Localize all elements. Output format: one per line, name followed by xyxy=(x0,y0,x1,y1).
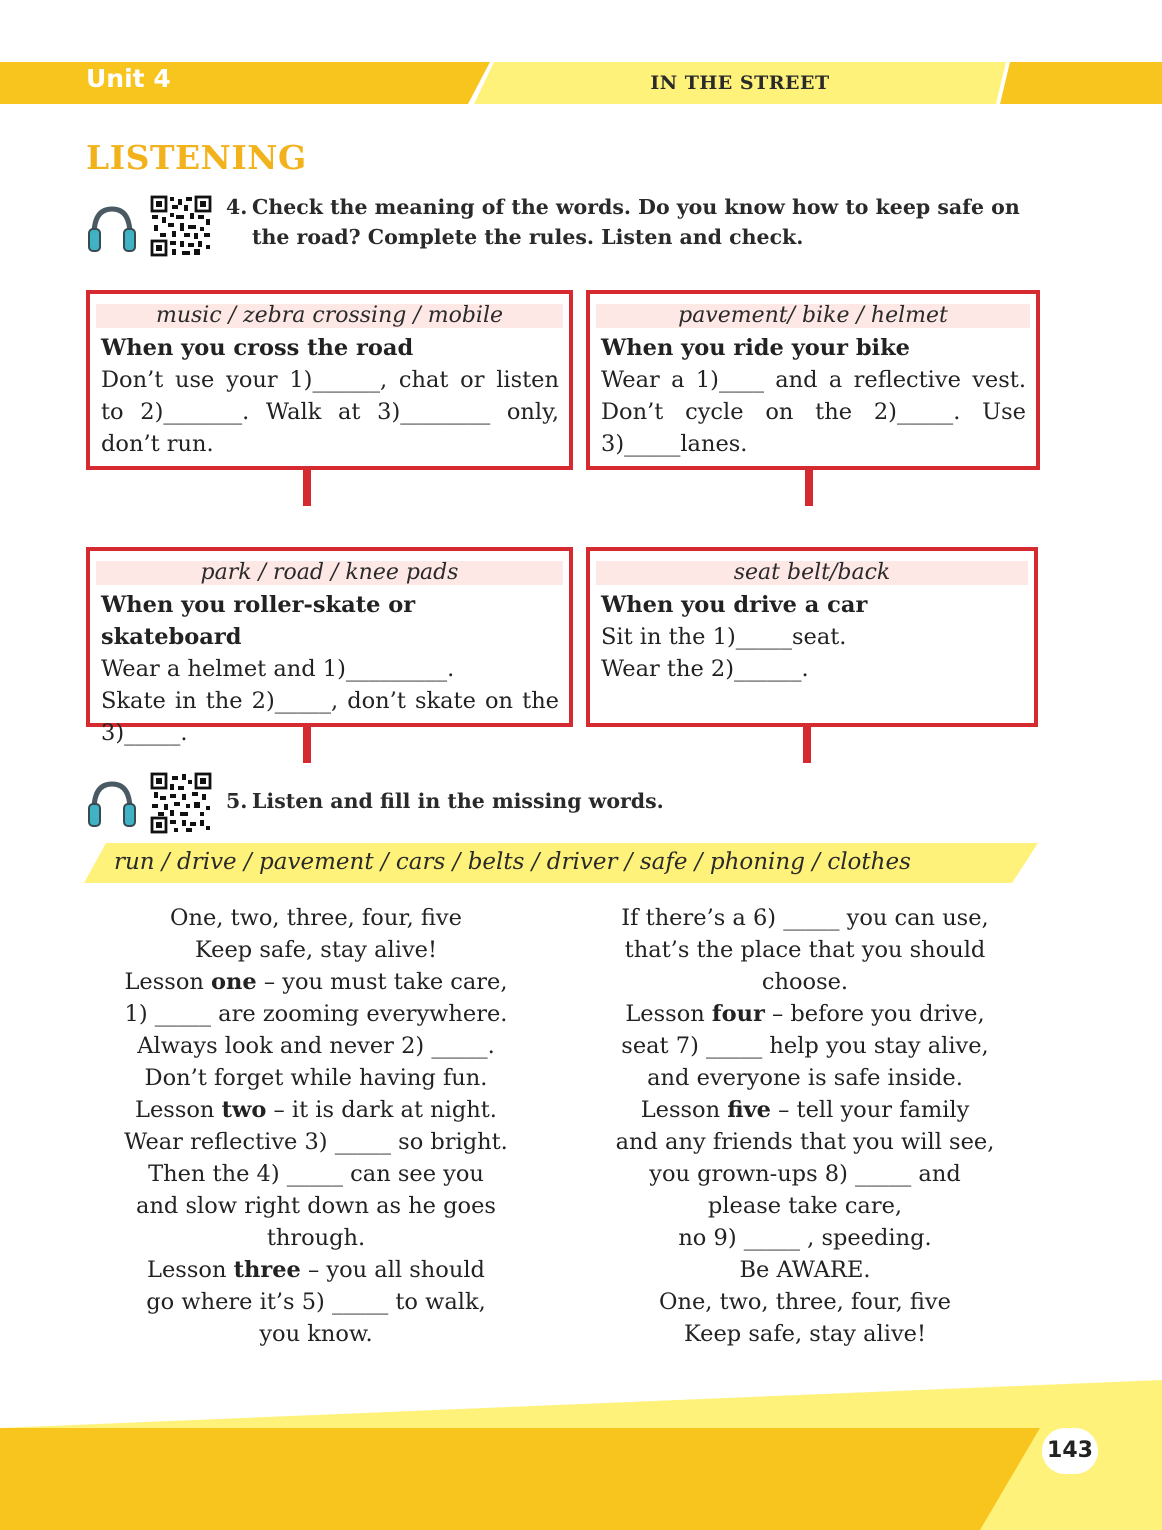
poem-text: that’s the place that you should xyxy=(624,937,986,963)
poem-line xyxy=(584,902,1026,934)
rule-title: When you cross the road xyxy=(101,335,414,361)
poem-text: please take care, xyxy=(707,1193,903,1219)
word-bank: pavement/ bike / helmet xyxy=(596,304,1030,328)
poem-line xyxy=(96,1222,536,1254)
poem-bold-word: five xyxy=(727,1097,771,1123)
poem-text: – tell your family xyxy=(771,1097,970,1123)
rule-title: When you roller-skate or skateboard xyxy=(101,592,416,650)
task-text-line2: the road? Complete the rules. Listen and check. xyxy=(252,225,804,249)
poem-line xyxy=(584,966,1026,998)
poem-line xyxy=(96,1254,536,1286)
poem-text: seat 7) _____ help you stay alive, xyxy=(621,1033,989,1059)
poem-bold-word: four xyxy=(711,1001,765,1027)
unit-label: Unit 4 xyxy=(86,64,171,93)
task-text-line1: Check the meaning of the words. Do you know how to keep safe on xyxy=(252,195,1020,219)
poem-text: One, two, three, four, five xyxy=(170,905,462,931)
poem-bold-word: three xyxy=(233,1257,301,1283)
poem-line xyxy=(96,1062,536,1094)
poem-line xyxy=(584,1030,1026,1062)
word-bank: park / road / knee pads xyxy=(96,561,563,585)
headphones-icon xyxy=(86,778,138,830)
poem-line xyxy=(584,1318,1026,1350)
poem-line xyxy=(584,1254,1026,1286)
poem-text: – before you drive, xyxy=(764,1001,985,1027)
task-number: 4. xyxy=(226,195,248,219)
poem-right-column xyxy=(584,902,1026,1350)
rule-box-cross-road xyxy=(86,290,573,470)
qr-code-icon[interactable] xyxy=(150,195,212,257)
poem-line xyxy=(96,1094,536,1126)
poem-line xyxy=(96,934,536,966)
poem-text: no 9) _____ , speeding. xyxy=(678,1225,932,1251)
rule-box-drive-car xyxy=(586,547,1038,727)
rule-text: Wear a 1)____ and a reflective vest. Don’t cycle on the 2)_____. Use 3)_____lanes. xyxy=(601,367,1026,457)
task-5-instruction xyxy=(226,786,664,816)
rule-text: Wear the 2)______. xyxy=(601,656,809,682)
poem-line xyxy=(96,1286,536,1318)
word-bank-text: run / drive / pavement / cars / belts / driver / safe / phoning / clothes xyxy=(114,849,911,875)
box-connector xyxy=(805,470,813,506)
poem-line xyxy=(584,1286,1026,1318)
headphones-icon xyxy=(86,203,138,255)
poem-text: go where it’s 5) _____ to walk, xyxy=(146,1289,486,1315)
page-number: 143 xyxy=(1042,1428,1098,1474)
poem-line xyxy=(96,966,536,998)
poem-text: you grown-ups 8) _____ and xyxy=(649,1161,961,1187)
poem-line xyxy=(584,934,1026,966)
rule-title: When you drive a car xyxy=(601,592,868,618)
task-4-instruction xyxy=(226,192,1020,252)
poem-bold-word: two xyxy=(221,1097,267,1123)
poem-bold-word: one xyxy=(211,969,257,995)
poem-line xyxy=(584,1158,1026,1190)
poem-text: Wear reflective 3) _____ so bright. xyxy=(124,1129,508,1155)
rule-text: Skate in the 2)_____, don’t skate on the 3)_____. xyxy=(101,688,559,746)
rule-box-ride-bike xyxy=(586,290,1040,470)
box-connector xyxy=(803,727,811,763)
poem-line xyxy=(96,1190,536,1222)
poem-text: Don’t forget while having fun. xyxy=(144,1065,488,1091)
poem-text: Keep safe, stay alive! xyxy=(683,1321,927,1347)
poem-text: 1) _____ are zooming everywhere. xyxy=(124,1001,508,1027)
rule-text: Don’t use your 1)______, chat or listen to 2)_______. Walk at 3)________ only, don’t run. xyxy=(101,367,559,457)
poem-text: and any friends that you will see, xyxy=(615,1129,995,1155)
footer-band xyxy=(0,1380,1162,1530)
box-connector xyxy=(303,470,311,506)
word-bank: seat belt/back xyxy=(596,561,1028,585)
poem-text: Always look and never 2) _____. xyxy=(137,1033,495,1059)
poem-line xyxy=(584,1222,1026,1254)
poem-text: and everyone is safe inside. xyxy=(647,1065,963,1091)
poem-text: Lesson xyxy=(124,969,212,995)
poem-text: Lesson xyxy=(135,1097,222,1123)
poem-text: – you must take care, xyxy=(256,969,508,995)
poem-line xyxy=(584,1094,1026,1126)
poem-line xyxy=(96,998,536,1030)
poem-text: – it is dark at night. xyxy=(266,1097,497,1123)
poem-text: Be AWARE. xyxy=(739,1257,871,1283)
rule-text: Sit in the 1)_____seat. xyxy=(601,624,847,650)
poem-line xyxy=(96,1126,536,1158)
poem-text: If there’s a 6) _____ you can use, xyxy=(621,905,989,931)
poem-text: Lesson xyxy=(640,1097,728,1123)
poem-text: Lesson xyxy=(625,1001,712,1027)
chapter-title: IN THE STREET xyxy=(650,72,830,94)
word-bank: music / zebra crossing / mobile xyxy=(96,304,563,328)
poem-line xyxy=(584,1126,1026,1158)
poem-text: you know. xyxy=(259,1321,373,1347)
qr-code-icon[interactable] xyxy=(150,772,212,834)
poem-text: through. xyxy=(266,1225,366,1251)
task-number: 5. xyxy=(226,789,248,813)
poem-text: Then the 4) _____ can see you xyxy=(148,1161,484,1187)
poem-line xyxy=(96,1318,536,1350)
poem-line xyxy=(96,1030,536,1062)
rule-text: Wear a helmet and 1)_________. xyxy=(101,656,455,682)
task-text: Listen and fill in the missing words. xyxy=(252,789,664,813)
section-title: LISTENING xyxy=(86,138,307,177)
poem-text: and slow right down as he goes xyxy=(136,1193,496,1219)
poem-line xyxy=(584,1062,1026,1094)
poem-line xyxy=(96,902,536,934)
rule-box-roller-skate xyxy=(86,547,573,746)
poem-text: One, two, three, four, five xyxy=(659,1289,951,1315)
poem-text: Keep safe, stay alive! xyxy=(194,937,438,963)
poem-line xyxy=(96,1158,536,1190)
poem-left-column xyxy=(96,902,536,1350)
poem-line xyxy=(584,998,1026,1030)
poem-text: Lesson xyxy=(147,1257,234,1283)
poem-text: choose. xyxy=(761,969,849,995)
rule-title: When you ride your bike xyxy=(601,335,911,361)
poem-line xyxy=(584,1190,1026,1222)
box-connector xyxy=(303,727,311,763)
poem-text: – you all should xyxy=(300,1257,485,1283)
